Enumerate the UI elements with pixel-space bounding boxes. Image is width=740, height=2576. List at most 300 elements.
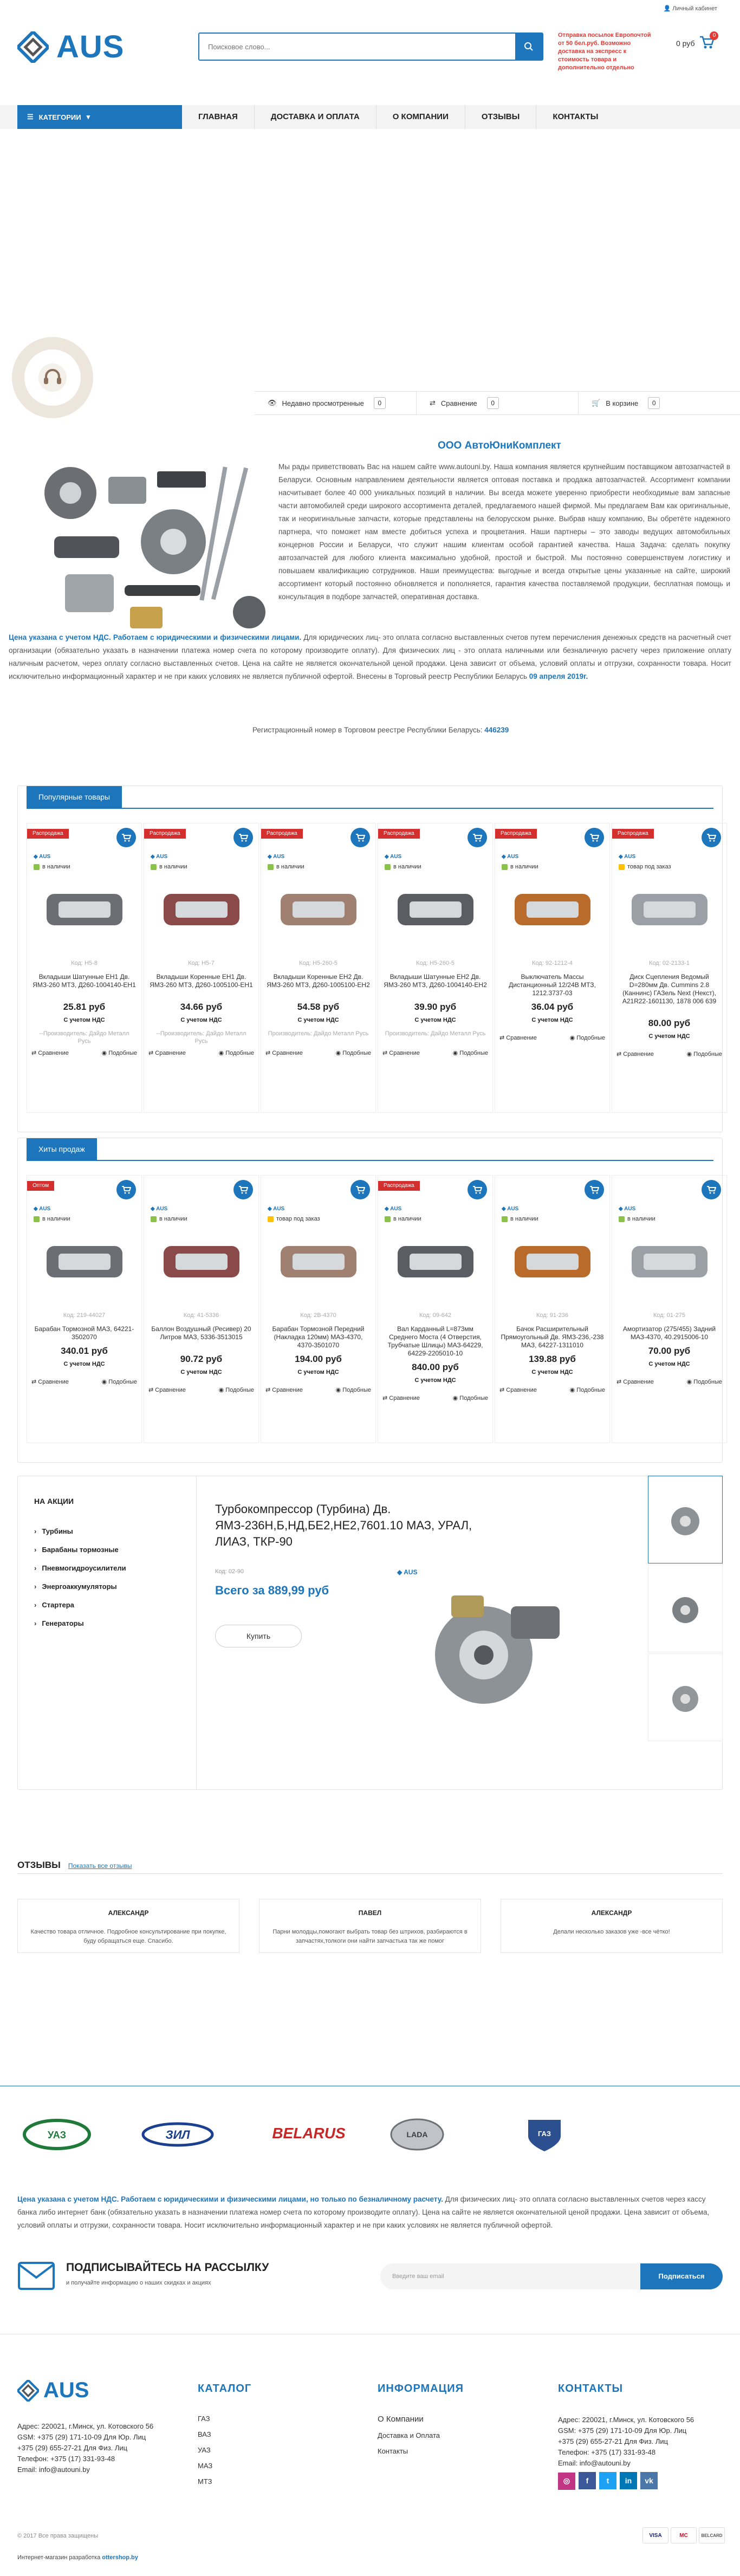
product-name[interactable]: Барабан Тормозной МАЗ, 64221-3502070 xyxy=(34,1325,134,1341)
footer-phone: GSM: +375 (29) 171-10-09 Для Юр. Лиц xyxy=(17,2433,146,2441)
cart-icon xyxy=(355,1185,365,1194)
product-name[interactable]: Барабан Тормозной Передний (Накладка 120мм) МАЗ-4370, 4370-3501070 xyxy=(272,1325,365,1349)
cart-icon xyxy=(589,1185,599,1194)
newsletter-email-input[interactable]: Введите ваш email xyxy=(380,2263,640,2289)
product-card[interactable] xyxy=(612,823,727,1113)
availability-label: товар под заказ xyxy=(627,864,671,870)
support-inner xyxy=(24,349,81,406)
logo-mark-icon: ◆ xyxy=(502,1206,508,1212)
brand-mark-label: AUS xyxy=(39,854,51,860)
check-icon xyxy=(619,1216,625,1222)
similar-link[interactable] xyxy=(570,1386,605,1393)
footer-info-link[interactable]: Доставка и Оплата xyxy=(378,2431,440,2439)
compare-label: Сравнение xyxy=(155,1050,186,1056)
reviews-heading xyxy=(17,1860,132,1871)
eye-icon: ◉ xyxy=(218,1387,226,1393)
popular-cards xyxy=(27,823,729,1113)
dev-prefix: Интернет-магазин разработка xyxy=(17,2554,101,2561)
vat-note: С учетом НДС xyxy=(531,1369,573,1375)
availability-label: в наличии xyxy=(510,1216,538,1222)
availability xyxy=(385,864,421,870)
registry-number: 446239 xyxy=(484,726,509,734)
product-actions xyxy=(31,1049,137,1056)
product-price: 36.04 руб xyxy=(531,1002,574,1012)
product-flag: Распродажа xyxy=(27,829,69,839)
availability xyxy=(34,1216,70,1222)
product-name[interactable]: Вал Карданный L=873мм Среднего Моста (4 Отверстия, Трубчатые Шлицы) МАЗ-64229, 64229-2205010-10 xyxy=(387,1325,483,1357)
product-price: 139.88 руб xyxy=(529,1354,576,1364)
twitter-icon[interactable]: t xyxy=(599,2472,616,2489)
compare-icon: ⇄ xyxy=(31,1050,38,1056)
sale-category-item[interactable]: › Энергоаккумуляторы xyxy=(34,1582,126,1591)
review-text: Делали несколько заказов уже -все чётко! xyxy=(553,1929,670,1935)
product-code: Код: Н5-8 xyxy=(71,960,98,966)
compare-label: Сравнение xyxy=(389,1395,420,1401)
add-to-cart-button[interactable] xyxy=(585,1180,604,1199)
availability-label: в наличии xyxy=(393,1216,421,1222)
footer-catalog-link[interactable]: УАЗ xyxy=(198,2446,211,2454)
in-cart-label: В корзине xyxy=(606,399,639,407)
footer-catalog-link[interactable]: ГАЗ xyxy=(198,2415,210,2423)
nav-about[interactable]: О КОМПАНИИ xyxy=(377,105,465,129)
compare-count: 0 xyxy=(487,397,499,409)
product-actions xyxy=(31,1378,137,1385)
eye-icon: ◉ xyxy=(101,1050,109,1056)
sale-thumbnail[interactable] xyxy=(648,1476,723,1563)
review-card xyxy=(501,1899,723,1953)
product-price: 840.00 руб xyxy=(412,1362,459,1372)
brand-name: LADA xyxy=(406,2130,428,2139)
sale-thumbnail[interactable] xyxy=(648,1565,723,1652)
availability-label: в наличии xyxy=(159,864,187,870)
product-card[interactable] xyxy=(495,1175,610,1443)
compare-toggle[interactable] xyxy=(499,1386,537,1393)
product-image[interactable] xyxy=(37,1230,132,1294)
product-name[interactable]: Баллон Воздушный (Ресивер) 20 Литров МАЗ, 5336-3513015 xyxy=(151,1325,251,1341)
mastercard-icon: MC xyxy=(671,2527,697,2543)
vat-note: С учетом НДС xyxy=(648,1033,690,1040)
footer-phone: Телефон: +375 (17) 331-93-48 xyxy=(17,2455,115,2463)
add-to-cart-button[interactable] xyxy=(468,1180,487,1199)
similar-label: Подобные xyxy=(459,1050,488,1056)
product-price: 25.81 руб xyxy=(63,1002,106,1012)
similar-link[interactable] xyxy=(336,1386,371,1393)
similar-link[interactable] xyxy=(336,1049,371,1056)
sale-product-title[interactable]: Турбокомпрессор (Турбина) Дв. ЯМЗ-236Н,Б,НД,БЕ2,НЕ2,7601.10 МАЗ, УРАЛ, ЛИАЗ, ТКР-90 xyxy=(215,1502,472,1548)
eye-icon: ◉ xyxy=(686,1051,694,1057)
check-icon xyxy=(268,864,274,870)
brand-mark-label: AUS xyxy=(507,1206,519,1212)
registry-label: Регистрационный номер в Торговом реестре Республики Беларусь: xyxy=(252,726,483,734)
add-to-cart-button[interactable] xyxy=(350,828,370,847)
availability-label: в наличии xyxy=(42,1216,70,1222)
footer-catalog xyxy=(198,2383,251,2493)
sale-category-item[interactable]: › Стартера xyxy=(34,1601,126,1609)
product-actions xyxy=(616,1378,722,1385)
vk-icon[interactable]: vk xyxy=(640,2472,658,2489)
search-icon xyxy=(524,42,534,51)
product-actions xyxy=(265,1386,371,1393)
sale-category-item[interactable]: › Пневмогидроусилители xyxy=(34,1564,126,1572)
footer-company xyxy=(17,2378,153,2475)
add-to-cart-button[interactable] xyxy=(233,1180,253,1199)
availability-label: в наличии xyxy=(393,864,421,870)
product-code: Код: 09-642 xyxy=(419,1312,452,1319)
compare-toggle[interactable] xyxy=(616,1378,654,1385)
check-icon xyxy=(385,864,391,870)
brand-mark-label: AUS xyxy=(39,1206,51,1212)
product-card[interactable] xyxy=(261,823,376,1113)
product-image[interactable] xyxy=(271,1230,366,1294)
product-image[interactable] xyxy=(388,878,483,942)
thumbnail-image xyxy=(664,1678,707,1716)
logo-emblem-icon xyxy=(17,2380,39,2402)
manufacturer: Производитель: Дайдо Металл Русь xyxy=(385,1030,486,1037)
footer-info-title: ИНФОРМАЦИЯ xyxy=(378,2383,464,2395)
product-image[interactable] xyxy=(622,878,717,942)
brand-mark-label: AUS xyxy=(624,1206,636,1212)
product-actions xyxy=(616,1050,722,1057)
cart-icon xyxy=(472,833,482,842)
sale-product-code: Код: 02-90 xyxy=(215,1568,244,1575)
availability xyxy=(502,1216,538,1222)
compare-icon: ⇄ xyxy=(616,1051,624,1057)
sale-thumbnail[interactable] xyxy=(648,1653,723,1741)
product-flag: Распродажа xyxy=(612,829,654,839)
vat-note: С учетом НДС xyxy=(297,1369,339,1375)
dev-link[interactable]: ottershop.by xyxy=(102,2554,138,2561)
product-code: Код: Н5-260-5 xyxy=(299,960,337,966)
product-name[interactable]: Диск Сцепления Ведомый D=280мм Дв. Cummins 2.8 (Каннинс) ГАЗель Next (Некст), A21R22-1601130, 1878 006 639 xyxy=(622,973,717,1005)
footer-contact-line: +375 (29) 655-27-21 Для Физ. Лиц xyxy=(558,2437,668,2445)
availability xyxy=(34,864,70,870)
availability-label: в наличии xyxy=(627,1216,655,1222)
footer-address: Адрес: 220021, г.Минск, ул. Котовского 56 xyxy=(17,2422,154,2430)
product-card[interactable] xyxy=(378,823,493,1113)
footer-info-link[interactable]: О Компании xyxy=(378,2415,424,2424)
brand-mark xyxy=(502,1206,518,1212)
sale-category-list xyxy=(34,1527,126,1638)
product-image[interactable] xyxy=(505,1230,600,1294)
check-icon xyxy=(619,864,625,870)
sale-category-item[interactable]: › Турбины xyxy=(34,1527,126,1535)
check-icon: ◆ xyxy=(397,1568,404,1576)
product-name[interactable]: Выключатель Массы Дистанционный 12/24В МТЗ, 1212.3737-03 xyxy=(509,973,596,997)
reviews-title: ОТЗЫВЫ xyxy=(17,1860,61,1870)
add-to-cart-button[interactable] xyxy=(585,828,604,847)
product-flag: Распродажа xyxy=(378,829,420,839)
developer-credit xyxy=(17,2554,138,2561)
availability-label: в наличии xyxy=(42,864,70,870)
compare-toggle[interactable] xyxy=(265,1386,303,1393)
instagram-icon[interactable]: ◎ xyxy=(558,2473,575,2490)
compare-toggle[interactable] xyxy=(265,1049,303,1056)
product-code: Код: 91-236 xyxy=(536,1312,569,1319)
turbocharger-image xyxy=(419,1579,570,1720)
logo-mark-icon: ◆ xyxy=(268,854,274,860)
product-code: Код: 2В-4370 xyxy=(300,1312,336,1319)
footer-logo-text: AUS xyxy=(43,2378,89,2402)
availability-label: товар под заказ xyxy=(276,1216,320,1222)
brand-mark-label: AUS xyxy=(390,1206,402,1212)
recently-viewed[interactable] xyxy=(255,392,417,414)
add-to-cart-button[interactable] xyxy=(468,828,487,847)
similar-label: Подобные xyxy=(108,1379,137,1385)
similar-link[interactable] xyxy=(687,1050,722,1057)
copyright: © 2017 Все права защищены xyxy=(17,2533,99,2539)
brand-name: УАЗ xyxy=(47,2130,67,2140)
availability xyxy=(268,1216,320,1222)
brand-mark xyxy=(385,1206,401,1212)
footer-info xyxy=(378,2383,464,2463)
product-price: 54.58 руб xyxy=(297,1002,340,1012)
about-text: Мы рады приветствовать Вас на нашем сайте www.autouni.by. Наша компания является крупнейшим поставщиком автозапчастей в Беларуси. Основным направлением деятельности является оптовая поставка и продажа автозапчастей. Ассортимент компании насчитывает более 40 000 уникальных позиций в наличии. Вы всегда можете уверенно приобрести необходимые вам запасные части автомобилей среди широкого ассортимента деталей, предлагаемого нашей фирмой. Мы предлагаем Вам как оригинальные, так и неоригинальные запчасти, которые представлены на белорусском рынке. Выбрав нашу компанию, Вы обретёте надежного партнера, что поможет нам вместе добиться успеха и процветания. Наши партнеры – это заводы ведущих автомобильных концернов России и Беларуси, что служит нашим клиентам особой гарантией качества. Наша Задача: сделать покупку автозапчастей для любого клиента максимально удобной, простой и быстрой. Мы постоянно совершенствуем логистику и повышаем квалификацию сотрудников. Наши преимущества: выгодные и всегда открытые цены указанные на сайте, широкий ассортимент который постоянно обновляется и пополняется, гарантия качества поставляемой продукции, бесплатная помощь и консультация в подборе запчастей, оперативная доставка. xyxy=(278,463,730,601)
check-icon xyxy=(268,1216,274,1222)
nav-home[interactable]: ГЛАВНАЯ xyxy=(182,105,255,129)
compare-label: Сравнение xyxy=(623,1051,654,1057)
brand-mark-label: AUS xyxy=(624,854,636,860)
product-card[interactable] xyxy=(27,1175,142,1443)
product-card[interactable] xyxy=(144,1175,259,1443)
reviews-divider xyxy=(17,1873,723,1874)
brand-mark-label: AUS xyxy=(156,1206,168,1212)
review-card xyxy=(17,1899,239,1953)
compare-icon: ⇄ xyxy=(265,1050,272,1056)
product-flag: Распродажа xyxy=(261,829,303,839)
newsletter xyxy=(17,2258,723,2295)
cart-count-badge: 0 xyxy=(710,31,718,40)
eye-icon: ◉ xyxy=(452,1395,460,1401)
product-image[interactable] xyxy=(271,878,366,942)
product-card[interactable] xyxy=(495,823,610,1113)
similar-label: Подобные xyxy=(225,1387,254,1393)
cart-icon xyxy=(472,1185,482,1194)
compare-label: Сравнение xyxy=(440,399,477,407)
product-actions xyxy=(382,1049,488,1056)
logo-mark-icon: ◆ xyxy=(385,1206,391,1212)
compare-icon: ⇄ xyxy=(616,1379,624,1385)
similar-label: Подобные xyxy=(225,1050,254,1056)
tab-underline xyxy=(27,808,713,809)
product-image[interactable] xyxy=(622,1230,717,1294)
linkedin-icon[interactable]: in xyxy=(620,2472,637,2489)
compare-toggle[interactable] xyxy=(148,1049,186,1056)
eye-icon: ◉ xyxy=(218,1050,226,1056)
product-code: Код: 41-5336 xyxy=(183,1312,219,1319)
search-input[interactable] xyxy=(199,34,514,60)
vat-note: С учетом НДС xyxy=(414,1377,456,1384)
product-code: Код: 219-44027 xyxy=(63,1312,106,1319)
similar-label: Подобные xyxy=(342,1050,371,1056)
zil-logo[interactable] xyxy=(140,2116,216,2153)
footer-catalog-link[interactable]: МТЗ xyxy=(198,2477,212,2486)
popular-tab[interactable]: Популярные товары xyxy=(27,786,122,808)
lada-logo[interactable] xyxy=(387,2116,447,2153)
eye-icon: ◉ xyxy=(335,1050,343,1056)
check-icon xyxy=(34,1216,40,1222)
similar-link[interactable] xyxy=(219,1049,254,1056)
nav-links xyxy=(182,105,614,129)
product-image[interactable] xyxy=(388,1230,483,1294)
product-image[interactable] xyxy=(37,878,132,942)
product-flag: Распродажа xyxy=(378,1181,420,1191)
similar-label: Подобные xyxy=(459,1395,488,1401)
site-logo[interactable] xyxy=(17,31,124,63)
check-icon xyxy=(151,864,157,870)
compare-icon: ⇄ xyxy=(499,1387,507,1393)
nav-reviews[interactable]: ОТЗЫВЫ xyxy=(465,105,536,129)
compare-toggle[interactable] xyxy=(382,1394,420,1401)
bottom-payment-body: Для физических лиц- это оплата согласно выставленных счетов через кассу банка либо интернет банк (обязательно указать в назначении платежа номер счета по которому производите оплату). Цена на сайте не является окончательной ценой продажи. Цена зависит от объема, условий оплаты и отгрузки, сохранности товара. Носит исключительно информационный характер и не при каких условиях не является публичной офертой. xyxy=(17,2195,710,2229)
availability-label: в наличии xyxy=(159,1216,187,1222)
product-card[interactable] xyxy=(27,823,142,1113)
footer-info-link[interactable]: Контакты xyxy=(378,2447,408,2455)
product-card[interactable] xyxy=(612,1175,727,1443)
add-to-cart-button[interactable] xyxy=(233,828,253,847)
compare-toggle[interactable] xyxy=(382,1049,420,1056)
availability xyxy=(619,864,671,870)
compare-toggle[interactable] xyxy=(148,1386,186,1393)
support-widget[interactable] xyxy=(12,337,93,418)
product-name[interactable]: Вкладыши Шатунные ЕН2 Дв. ЯМЗ-260 МТЗ, Д260-1004140-ЕН2 xyxy=(384,973,487,989)
search-button[interactable] xyxy=(515,34,542,60)
compare-toggle[interactable] xyxy=(31,1049,69,1056)
product-actions xyxy=(148,1386,254,1393)
similar-link[interactable] xyxy=(570,1034,605,1041)
vat-note: С учетом НДС xyxy=(63,1017,105,1023)
footer-catalog-link[interactable]: МАЗ xyxy=(198,2462,213,2470)
vat-note: С учетом НДС xyxy=(180,1369,222,1375)
product-name[interactable]: Вкладыши Коренные ЕН2 Дв. ЯМЗ-260 МТЗ, Д260-1005100-ЕН2 xyxy=(267,973,370,989)
product-price: 340.01 руб xyxy=(61,1346,108,1356)
sale-category-item[interactable]: › Генераторы xyxy=(34,1619,126,1627)
add-to-cart-button[interactable] xyxy=(116,1180,136,1199)
brand-mark xyxy=(619,1206,635,1212)
buy-button[interactable]: Купить xyxy=(215,1625,302,1647)
product-image[interactable] xyxy=(154,878,249,942)
header-cart[interactable] xyxy=(676,35,715,51)
similar-link[interactable] xyxy=(219,1386,254,1393)
availability-label: в наличии xyxy=(510,864,538,870)
belarus-logo[interactable] xyxy=(255,2116,363,2153)
compare-toggle[interactable] xyxy=(499,1034,537,1041)
hits-tab[interactable]: Хиты продаж xyxy=(27,1138,97,1160)
footer-contact-line: Телефон: +375 (17) 331-93-48 xyxy=(558,2448,656,2456)
sale-category-item[interactable]: › Барабаны тормозные xyxy=(34,1546,126,1554)
visa-icon: VISA xyxy=(642,2527,668,2543)
vat-note: С учетом НДС xyxy=(297,1017,339,1023)
about-text-2 xyxy=(9,631,731,683)
product-card[interactable] xyxy=(144,823,259,1113)
availability xyxy=(502,864,538,870)
brand-mark-label: AUS xyxy=(390,854,402,860)
product-image[interactable] xyxy=(505,878,600,942)
product-code: Код: 02-2133-1 xyxy=(649,960,690,966)
vat-note: С учетом НДС xyxy=(414,1017,456,1023)
product-name[interactable]: Вкладыши Шатунные ЕН1 Дв. ЯМЗ-260 МТЗ, Д260-1004140-ЕН1 xyxy=(33,973,136,989)
footer-contacts-title: КОНТАКТЫ xyxy=(558,2383,624,2395)
eye-icon: ◉ xyxy=(101,1379,109,1385)
product-card[interactable] xyxy=(378,1175,493,1443)
check-icon xyxy=(502,1216,508,1222)
check-icon xyxy=(385,1216,391,1222)
quick-strip xyxy=(255,391,740,415)
similar-link[interactable] xyxy=(687,1378,722,1385)
brand-mark xyxy=(268,854,284,860)
manufacturer: --Производитель: Дайдо Металл Русь xyxy=(39,1030,129,1044)
product-price: 39.90 руб xyxy=(414,1002,457,1012)
add-to-cart-button[interactable] xyxy=(116,828,136,847)
similar-link[interactable] xyxy=(102,1049,137,1056)
eye-icon: ◉ xyxy=(569,1035,577,1041)
cart-icon xyxy=(355,833,365,842)
cart-icon xyxy=(121,1185,131,1194)
product-name[interactable]: Бачок Расширительный Прямоугольный Дв. ЯМЗ-236,-238 МАЗ, 64227-1311010 xyxy=(501,1325,604,1349)
similar-link[interactable] xyxy=(453,1394,488,1401)
product-name[interactable]: Вкладыши Коренные ЕН1 Дв. ЯМЗ-260 МТЗ, Д260-1005100-ЕН1 xyxy=(150,973,253,989)
sale-mark-label: AUS xyxy=(404,1568,418,1576)
product-image[interactable] xyxy=(154,1230,249,1294)
product-card[interactable] xyxy=(261,1175,376,1443)
catalog-label: КАТЕГОРИИ xyxy=(38,113,81,121)
availability xyxy=(151,1216,187,1222)
brand-mark xyxy=(502,854,518,860)
compare-icon: ⇄ xyxy=(430,399,436,407)
compare-icon: ⇄ xyxy=(382,1395,390,1401)
review-text: Качество товара отличное. Подробное консультирование при покупке, буду обращаться еще. Спасибо. xyxy=(30,1929,226,1944)
compare-link[interactable] xyxy=(417,392,579,414)
thumbnail-image xyxy=(664,1589,707,1627)
footer-catalog-link[interactable]: ВАЗ xyxy=(198,2430,211,2438)
similar-link[interactable] xyxy=(102,1378,137,1385)
registry-line xyxy=(252,726,509,734)
subscribe-button[interactable]: Подписаться xyxy=(640,2263,723,2289)
catalog-menu-button[interactable] xyxy=(17,105,182,129)
nav-contacts[interactable]: КОНТАКТЫ xyxy=(553,112,599,121)
check-icon xyxy=(34,864,40,870)
nav-delivery[interactable]: ДОСТАВКА И ОПЛАТА xyxy=(255,105,377,129)
footer-logo[interactable] xyxy=(17,2378,153,2403)
similar-link[interactable] xyxy=(453,1049,488,1056)
vat-note: С учетом НДС xyxy=(180,1017,222,1023)
gaz-logo[interactable] xyxy=(520,2116,569,2153)
product-actions xyxy=(499,1386,605,1393)
compare-toggle[interactable] xyxy=(616,1050,654,1057)
product-name[interactable]: Амортизатор (275/455) Задний МАЗ-4370, 40.2915006-10 xyxy=(622,1325,716,1341)
all-reviews-link[interactable]: Показать все отзывы xyxy=(68,1862,132,1870)
review-author: ПАВЕЛ xyxy=(358,1909,382,1917)
sale-heading: НА АКЦИИ xyxy=(34,1497,74,1506)
menu-icon: ☰ xyxy=(27,113,34,121)
compare-label: Сравнение xyxy=(38,1050,69,1056)
brand-mark xyxy=(151,854,167,860)
facebook-icon[interactable]: f xyxy=(579,2472,596,2489)
product-price: 70.00 руб xyxy=(648,1346,691,1356)
sale-categories xyxy=(18,1476,197,1789)
add-to-cart-button[interactable] xyxy=(350,1180,370,1199)
manufacturer: --Производитель: Дайдо Металл Русь xyxy=(156,1030,246,1044)
add-to-cart-button[interactable] xyxy=(702,828,721,847)
add-to-cart-button[interactable] xyxy=(702,1180,721,1199)
logo-mark-icon: ◆ xyxy=(502,854,508,860)
logo-emblem-icon xyxy=(17,31,49,63)
personal-cabinet-link[interactable] xyxy=(663,5,717,12)
in-cart-link[interactable] xyxy=(579,392,740,414)
review-author: АЛЕКСАНДР xyxy=(108,1909,149,1917)
compare-icon: ⇄ xyxy=(148,1050,155,1056)
compare-toggle[interactable] xyxy=(31,1378,69,1385)
uaz-logo[interactable] xyxy=(22,2116,92,2153)
